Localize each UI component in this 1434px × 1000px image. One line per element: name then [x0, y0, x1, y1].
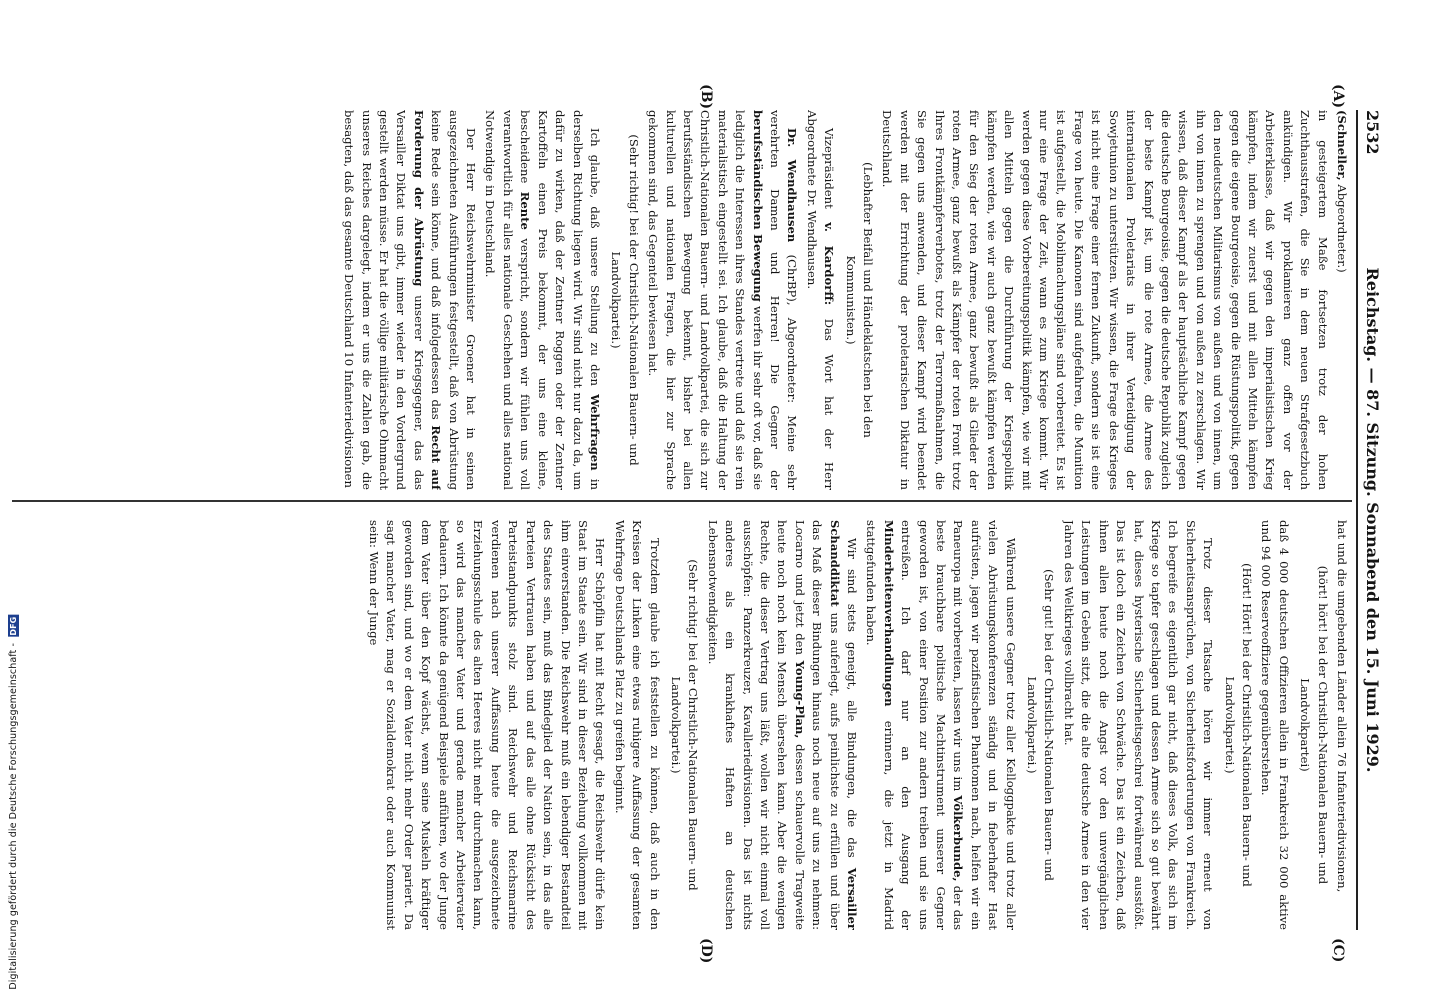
footer-text: Digitalisierung gefördert durch die Deutsche Forschungsgemeinschaft -: [8, 643, 19, 990]
margin-marker-c: (C): [1330, 938, 1346, 963]
text-run: verspricht, sondern wir fühlen uns voll verantwortlich für alles nationale Geschehen und alles national Notwendige in Deutschland.: [483, 110, 533, 490]
text-run: Wir sind stets geneigt, alle Bindungen, die das: [845, 538, 860, 858]
digitization-footer: [8, 615, 19, 990]
text-run: der das beste brauchbare politische Machtinstrument unserer Gegner geworden ist, von einer Position zur andern treiben und sie uns entreißen. Ich darf nur an den Ausgang der: [899, 520, 966, 930]
paragraph: Trotz dieser Tatsache hören wir immer erneut von Sicherheitsansprüchen, von Sicherheitsforderungen von Frankreich. Ich begreife es eigentlich gar nicht, daß dieses Volk, das sich im Kriege so tapfer geschlagen und dessen Armee sich so gut bewährt hat, dieses hysterische Sicherheitsgeschrei fortwährend ausstößt. Das ist doch ein Zeichen von Schwäche. Das ist ein Zeichen, daß ihnen allen heute noch die Angst vor den unvergänglichen Leistungen im Gebein sitzt, die die alte deutsche Armee in den vier Jahren des Weltkrieges vollbracht hat.: [1061, 520, 1216, 930]
text-run: uns auferlegt, aufs peinlichste zu erfüllen und über das Maß dieser Bindungen hinaus noch neue auf uns zu nehmen: Locarno und jetzt den: [792, 520, 842, 930]
speaker-role: Abgeordneter.): [1335, 184, 1349, 273]
text-run: Ich glaube, daß unsere Stellung zu den: [587, 128, 602, 386]
interjection: (hört! hört! bei der Christlich-Nationalen Bauern- und Landvolkpartei): [1298, 565, 1330, 885]
left-column: [10, 110, 1350, 490]
interjection: (Lebhafter Beifall und Händeklatschen bei den Kommunisten.): [843, 162, 876, 438]
interjection: (Sehr gut! bei der Christlich-Nationalen Bauern- und Landvolkpartei.): [1025, 569, 1057, 881]
paragraph: Trotzdem glaube ich feststellen zu können, daß auch in den Kreisen der Linken eine etwas ruhigere Auffassung der gesamten Wehrfrage Deutschlands Platz zu greifen beginnt.: [612, 520, 662, 930]
speaker-name: (Schneller,: [1335, 110, 1349, 181]
text-run: werfen ihr sehr oft vor, daß sie lediglich die Interessen ihres Standes vertrete und daß sie rein materialistisch eingestellt sei. Ich glaube, daß die Haltung der Christlich-Nationalen Bauern- und Landvolkpartei, die sich zur berufsständischen Bewegung bekennt, bisher bei allen kulturellen und nationalen Fragen, die hier zur Sprache gekommen sind, das Gegenteil bewiesen hat.: [646, 110, 765, 490]
interjection: (Sehr richtig! bei der Christlich-Nationalen Bauern- und Landvolkpartei.): [668, 559, 701, 891]
paragraph: [340, 110, 479, 490]
paragraph: daß 4 000 deutschen Offizieren allein in Frankreich 32 000 aktive und 94 000 Reserveoffiziere gegenüberstehen.: [1259, 520, 1291, 930]
vp-intro: Vizepräsident: [822, 128, 837, 209]
text-run: unserer Kriegsgegner, das das Versailler Diktat uns gibt, immer wieder in den Vordergrund gestellt werden müsse. Er hat die völlige militärische Ohnmacht unseres Reiches dargelegt, indem er uns die Zahlen gab, die besagten, daß das gesamte Deutschland 10 Infanteriedivisionen: [342, 110, 426, 490]
speaker-party: (ChrBP), Abgeordneter: Meine sehr verehrten Damen und Herren! Die Gegner der: [768, 110, 800, 490]
vp-name: v. Kardorff:: [822, 222, 837, 306]
paragraph: [802, 110, 837, 490]
text-run: Der Herr Reichswehrminister Groener hat in seinen ausgezeichneten Ausführungen festgestellt, daß von Abrüstung keine Rede sein könne, und daß infolgedessen das: [429, 110, 479, 490]
header-rule: [1356, 110, 1358, 930]
column-divider: [12, 500, 1352, 502]
paragraph: [644, 110, 801, 490]
margin-marker-d: (D): [698, 938, 714, 964]
emphasis: Young-Plan,: [792, 660, 807, 739]
page-number: 2532: [1363, 110, 1382, 155]
page-title: Reichstag. — 87. Sitzung. Sonnabend den 15. Juni 1929.: [1363, 267, 1382, 773]
emphasis: Wehrfragen: [587, 394, 602, 471]
speaker-line: [1333, 110, 1350, 490]
emphasis: Rente: [518, 191, 533, 230]
interjection: (Hört! Hört! bei der Christlich-Nationalen Bauern- und Landvolkpartei.): [1222, 563, 1254, 887]
paragraph: [862, 520, 1019, 930]
paragraph: [703, 520, 860, 930]
emphasis: Minderheitenverhandlungen: [881, 520, 896, 707]
emphasis: Völkerbunde,: [951, 795, 966, 882]
margin-marker-a: (A): [1330, 84, 1346, 109]
text-run: Während unsere Gegner trotz aller Kelloggpakte und trotz aller vielen Abrüstungskonferenzen ständig und in fieberhafter Hast aufrüsten, jagen wir pazifistischen Phantomen nach, helfen wir ein Paneuropa mit vorbereiten, lassen wir uns im: [951, 520, 1018, 930]
margin-marker-b: (B): [698, 84, 714, 110]
emphasis: Recht auf Forderung der Abrüstung: [411, 110, 444, 490]
page-header: [1360, 110, 1382, 930]
emphasis: berufsständischen Bewegung: [750, 110, 765, 302]
dfg-logo: DFG: [9, 616, 18, 636]
emphasis: Versailler Schanddiktat: [827, 520, 860, 930]
text-run: erinnern, die jetzt in Madrid stattgefunden haben.: [864, 520, 896, 930]
interjection: (Sehr richtig! bei der Christlich-Nationalen Bauern- und Landvolkpartei.): [609, 134, 641, 466]
text-run: dessen schauervolle Tragweite heute noch noch kein Mensch übersehen kann. Aber die wenigen Rechte, die dieser Vertrag uns läßt, wollen wir nicht einmal voll ausschöpfen: Panzerkreuzer, Kavalleriedivisionen. Das ist nichts anderes als ein krankhaftes Haften an deutschen Lebensnotwendigkeiten.: [705, 520, 807, 930]
speaker-name: Dr. Wendhausen: [785, 128, 800, 243]
right-column: [10, 520, 1350, 930]
paragraph: in gesteigertem Maße fortsetzen trotz der hohen Zuchthausstrafen, die Sie in dem neuen Strafgesetzbuch ankündigen. Wir proklamieren ganz offen vor der Arbeiterklasse, daß wir gegen den imperialistischen Krieg kämpfen, indem wir zuerst und mit allen Mitteln kämpfen gegen die eigene Bourgeoisie, gegen die Rüstungspolitik, gegen den neudeutschen Militarismus von außen und von innen, um ihn von innen zu sprengen und von außen zu zerschlagen. Wir wissen, daß dieser Kampf als der hauptsächliche Kampf gegen die deutsche Bourgeoisie, gegen die deutsche Republik zugleich der beste Kampf ist, um die rote Armee, die Armee des internationalen Proletariats in ihrer Verteidigung der Sowjetunion zu unterstützen. Wir wissen, die Frage des Krieges ist nicht eine Frage einer fernen Zukunft, sondern sie ist eine Frage von heute. Die Kanonen sind aufgefahren, die Munition ist aufgestellt, die Mobilmachungspläne sind vorbereitet. Es ist nur eine Frage der Zeit, wann es zum Kriege kommt. Wir werden gegen diese Vorbereitungspolitik kämpfen, wie wir mit allen Mitteln gegen die Durchführung der Kriegspolitik kämpfen werden, wie wir auch ganz bewußt kämpfen werden für den Sieg der roten Armee, ganz bewußt als Glieder der roten Armee, ganz bewußt als Kämpfer der roten Front trotz Ihres Frontkämpferverbotes, trotz der Terrormaßnahmen, die Sie gegen uns anwenden, und dieser Kampf wird beendet werden mit der Errichtung der proletarischen Diktatur in Deutschland.: [880, 110, 1330, 490]
paragraph: [481, 110, 603, 490]
paragraph: Herr Schöpflin hat mit Recht gesagt, die Reichswehr dürfe kein Staat im Staate sein. Wir sind in dieser Beziehung vollkommen mit ihm einverstanden. Die Reichswehr muß ein lebendiger Bestandteil des Staates sein, muß das Bindeglied der Nation sein, in das alle Parteien Vertrauen haben und auf das alle ohne Rücksicht des Parteistandpunkts stolz sind. Reichswehr und Reichsmarine verdienen nach unserer Auffassung heute die ausgezeichnete Erziehungsschule des alten Heeres nicht mehr durchmachen kann, so wird das mancher Vater und gerade mancher Arbeitervater bedauern. Ich könnte da genügend Beispiele anführen, wo der Junge dem Vater über den Kopf wächst, wenn seine Muskeln kräftiger geworden sind, und wo er dem Vater nicht mehr Order pariert. Da sagt mancher Vater, mag er Sozialdemokrat oder auch Kommunist sein: Wenn der Junge: [367, 520, 608, 930]
vp-text: Das Wort hat der Herr Abgeordnete Dr. Wendhausen.: [804, 110, 837, 490]
paragraph: hat und die umgebenden Länder allein 76 Infanteriedivisionen,: [1335, 520, 1349, 893]
text-run: in derselben Richtung liegen wird. Wir sind nicht nur dazu da, um dafür zu wirken, daß der Zentner Roggen oder der Zentner Kartoffeln einen Preis bekommt, der uns eine kleine, bescheidene: [518, 110, 602, 490]
